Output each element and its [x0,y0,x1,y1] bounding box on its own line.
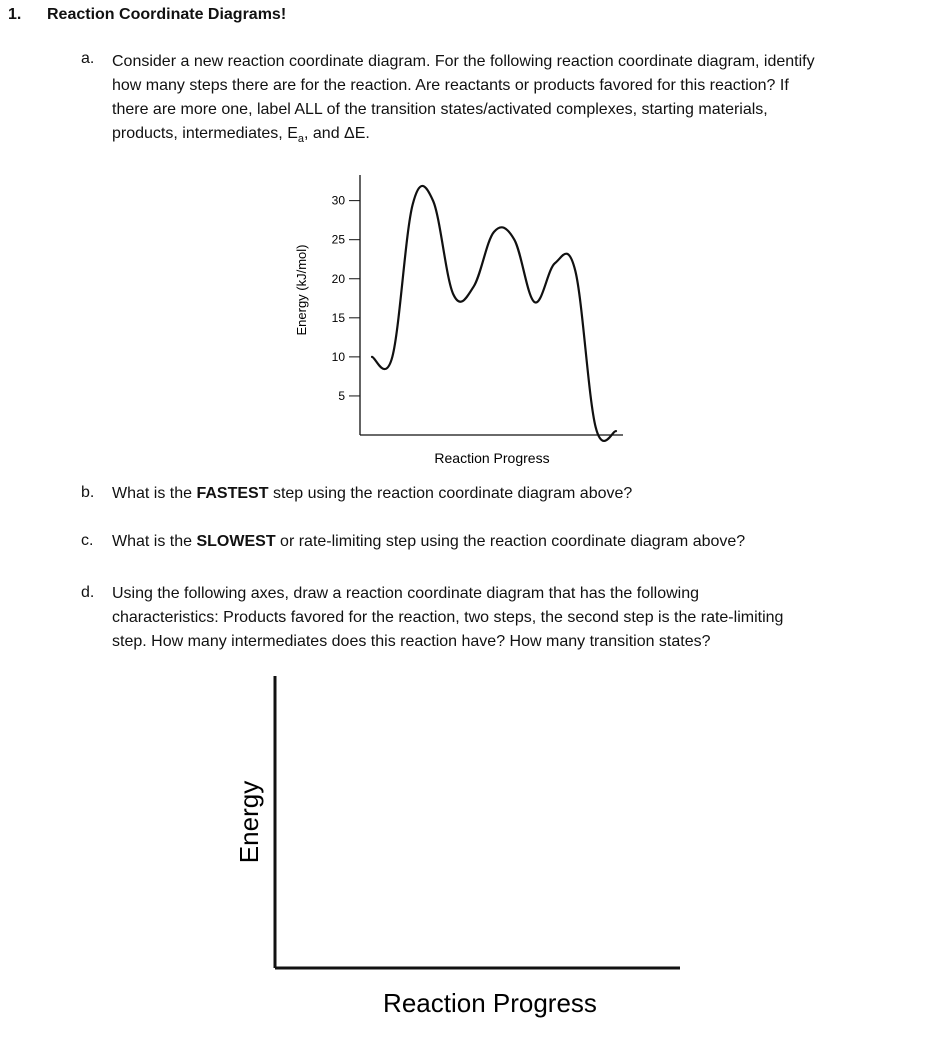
part-d-letter: d. [81,584,95,601]
blank-x-label: Reaction Progress [383,988,597,1018]
blank-drawing-axes [220,672,690,1032]
question-title: Reaction Coordinate Diagrams! [47,6,287,23]
part-c-pre: What is the [112,533,197,550]
part-a-line: Consider a new reaction coordinate diagram. For the following reaction coordinate diagram, identify [112,53,815,70]
y-tick-label: 10 [331,349,345,364]
part-b-post: step using the reaction coordinate diagram above? [268,485,633,502]
part-b-letter: b. [81,484,95,501]
y-tick-label: 30 [331,193,345,208]
x-axis-label: Reaction Progress [434,450,550,466]
question-number: 1. [8,6,22,23]
part-a-line [112,122,932,151]
y-tick-label: 5 [338,388,345,403]
part-a-line: how many steps there are for the reaction. Are reactants or products favored for this reaction? If [112,77,789,94]
part-a-line: there are more one, label ALL of the transition states/activated complexes, starting materials, [112,101,768,118]
part-c-bold: SLOWEST [196,533,276,550]
y-ticks [332,194,360,403]
part-a-line4-post: , and ΔE. [304,125,370,142]
part-d-text [112,582,932,654]
y-axis-label: Energy (kJ/mol) [294,244,309,336]
part-d-line: step. How many intermediates does this reaction have? How many transition states? [112,633,711,650]
part-d-line: characteristics: Products favored for the reaction, two steps, the second step is the rate-limiting [112,609,784,626]
part-b-pre: What is the [112,485,197,502]
part-a-text [112,50,932,151]
part-d-line: Using the following axes, draw a reaction coordinate diagram that has the following [112,585,699,602]
y-tick-label: 20 [331,271,345,286]
part-b-bold: FASTEST [196,485,269,502]
y-tick-label: 15 [331,310,345,325]
part-b-text [112,482,632,506]
part-a-letter: a. [81,50,95,67]
part-a-line4-pre: products, intermediates, E [112,125,298,142]
reaction-coordinate-chart [280,165,640,475]
part-c-post: or rate-limiting step using the reaction coordinate diagram above? [275,533,746,550]
part-c-text [112,530,745,554]
part-a-line4-sub: a [297,133,304,146]
y-tick-label: 25 [331,232,345,247]
energy-curve [372,186,616,441]
blank-y-label: Energy [234,780,264,864]
part-c-letter: c. [81,532,94,549]
